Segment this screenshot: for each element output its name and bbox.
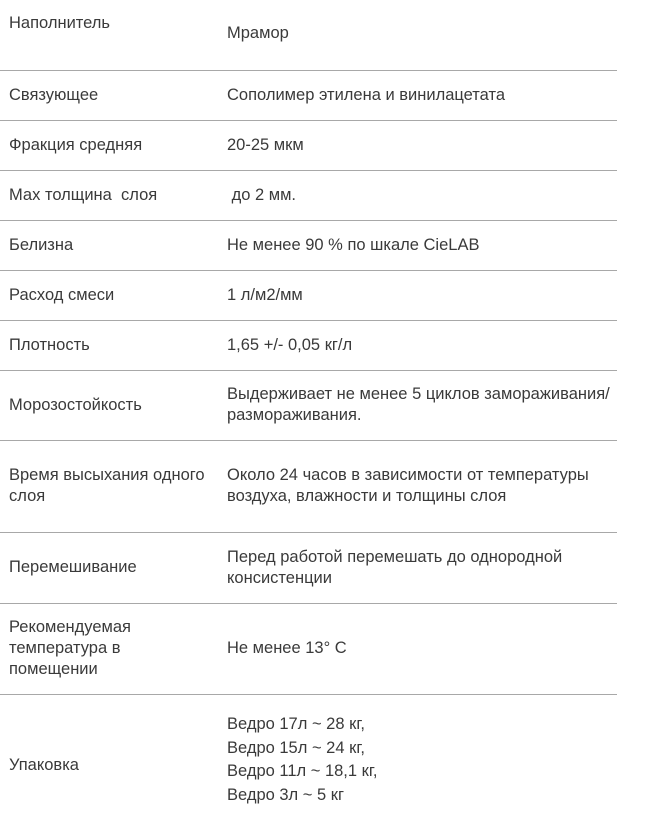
table-row [0,0,617,70]
row-value-line: Ведро 17л ~ 28 кг, [227,715,365,734]
row-label: Время высыхания одного слоя [9,466,205,505]
table-row [0,70,617,120]
row-value [218,440,617,532]
row-value-line: Не менее 13° С [227,639,347,657]
row-value-line: Ведро 11л ~ 18,1 кг, [227,762,378,781]
row-value [218,370,617,440]
row-value-line: Не менее 90 % по шкале CieLAB [227,235,480,254]
row-value [218,320,617,370]
row-value [218,70,617,120]
table-row [0,270,617,320]
row-value [218,0,617,70]
row-label: Расход смеси [9,285,115,304]
row-value-line: 20-25 мкм [227,135,304,154]
row-label: Упаковка [9,755,79,774]
row-value [218,120,617,170]
row-value [218,532,617,603]
row-label: Фракция средняя [9,135,143,154]
row-value [218,170,617,220]
row-value-line: Ведро 3л ~ 5 кг [227,785,344,804]
table-row [0,532,617,603]
row-label: Морозостойкость [9,395,142,414]
row-value-line: Ведро 15л ~ 24 кг, [227,738,365,757]
row-label: Наполнитель [9,14,111,32]
row-label: Рекомендуемая температура в помещении [9,618,131,678]
table-row [0,220,617,270]
row-label: Перемешивание [9,558,137,576]
row-value [218,694,617,814]
row-label: Плотность [9,335,90,354]
row-value-line: Около 24 часов в зависимости от температуры воздуха, влажности и толщины слоя [227,466,589,505]
table-row [0,370,617,440]
table-row [0,603,617,694]
table-row [0,120,617,170]
table-row [0,170,617,220]
row-value-line: Перед работой перемешать до однородной консистенции [227,547,563,587]
row-label: Белизна [9,235,74,254]
row-value-line: Мрамор [227,24,289,42]
row-value [218,603,617,694]
row-value [218,270,617,320]
table-row [0,440,617,532]
row-value-line: Выдерживает не менее 5 циклов замораживания/размораживания. [227,385,610,424]
table-row [0,694,617,814]
row-value-line: Сополимер этилена и винилацетата [227,85,506,104]
table-row [0,320,617,370]
row-value [218,220,617,270]
row-value-line: 1,65 +/- 0,05 кг/л [227,335,353,354]
row-value-line: до 2 мм. [227,185,297,204]
row-label: Мах толщина слоя [9,185,158,204]
row-label: Связующее [9,85,99,104]
row-value-line: 1 л/м2/мм [227,285,303,304]
